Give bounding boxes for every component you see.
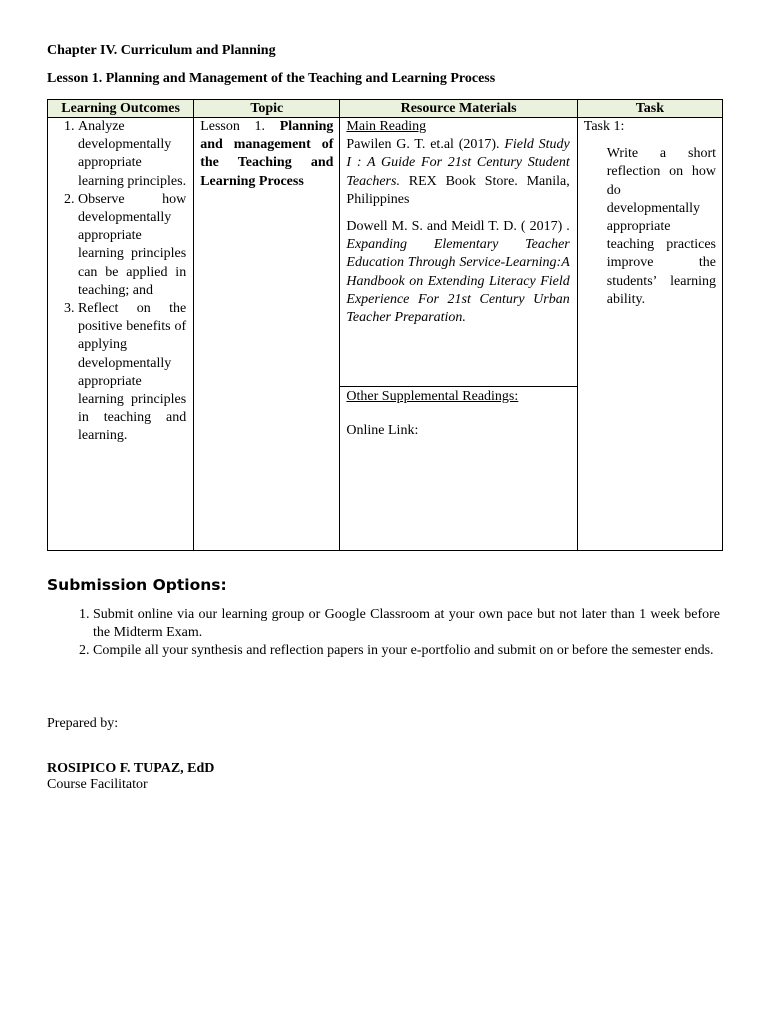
- outcomes-cell: [48, 118, 194, 551]
- supplemental-readings-label: Other Supplemental Readings:: [346, 389, 519, 404]
- reference-1: [346, 136, 569, 209]
- lesson-table: [47, 99, 723, 551]
- topic-prefix: Lesson 1.: [200, 119, 266, 134]
- prepared-by-label: Prepared by:: [47, 716, 119, 731]
- topic-title: Planning and management of the Teaching and Learning Process: [200, 119, 334, 189]
- task-description: Write a short reflection on how do developmentally appropriate teaching practices improve the students’ learning ability.: [606, 146, 716, 307]
- topic-cell: [194, 118, 340, 551]
- chapter-title: Chapter IV. Curriculum and Planning: [47, 43, 276, 58]
- reference-1-publisher: REX Book Store. Manila, Philippines: [346, 173, 570, 207]
- header-topic: Topic: [194, 100, 340, 118]
- facilitator-name: ROSIPICO F. TUPAZ, EdD: [47, 761, 215, 776]
- online-link-label: Online Link:: [346, 423, 419, 439]
- submission-options-list: [47, 606, 720, 660]
- outcome-item: 1. Analyze developmentally appropriate learning principles.: [78, 118, 186, 191]
- outcome-item: 2. Observe how developmentally appropriate learning principles can be applied in teaching; and: [78, 191, 186, 300]
- submission-option-item: 1. Submit online via our learning group or Google Classroom at your own pace but not later than 1 week before the Midterm Exam.: [93, 606, 720, 642]
- table-row: [48, 118, 723, 551]
- submission-option-item: 2. Compile all your synthesis and reflection papers in your e-portfolio and submit on or before the semester ends.: [93, 642, 720, 660]
- reference-1-authors: Pawilen G. T. et.al (2017).: [346, 137, 500, 153]
- reference-1-title: Field Study I : A Guide For 21st Century Student Teachers.: [346, 137, 570, 189]
- header-learning-outcomes: Learning Outcomes: [48, 100, 194, 118]
- submission-options-heading: Submission Options:: [47, 576, 227, 594]
- header-task: Task: [577, 100, 722, 118]
- table-header-row: [48, 100, 723, 118]
- outcomes-list: [48, 118, 193, 446]
- header-resource-materials: Resource Materials: [340, 100, 577, 118]
- reference-2-authors: Dowell M. S. and Meidl T. D. ( 2017) .: [346, 219, 570, 235]
- task-label: Task 1:: [583, 119, 625, 134]
- resource-materials-cell: [340, 118, 577, 551]
- lesson-title: Lesson 1. Planning and Management of the Teaching and Learning Process: [47, 71, 496, 86]
- reference-2-title: Expanding Elementary Teacher Education Through Service-Learning:A Handbook on Extending Literacy Field Experience For 21st Century Urban Teacher Preparation.: [346, 237, 570, 326]
- outcome-item: 3. Reflect on the positive benefits of applying developmentally appropriate learning principles in teaching and learning.: [78, 300, 186, 446]
- reference-2: [346, 218, 569, 327]
- facilitator-role: Course Facilitator: [47, 777, 148, 792]
- main-reading-label: Main Reading: [346, 119, 427, 134]
- task-cell: [577, 118, 722, 551]
- resource-divider: [340, 386, 576, 387]
